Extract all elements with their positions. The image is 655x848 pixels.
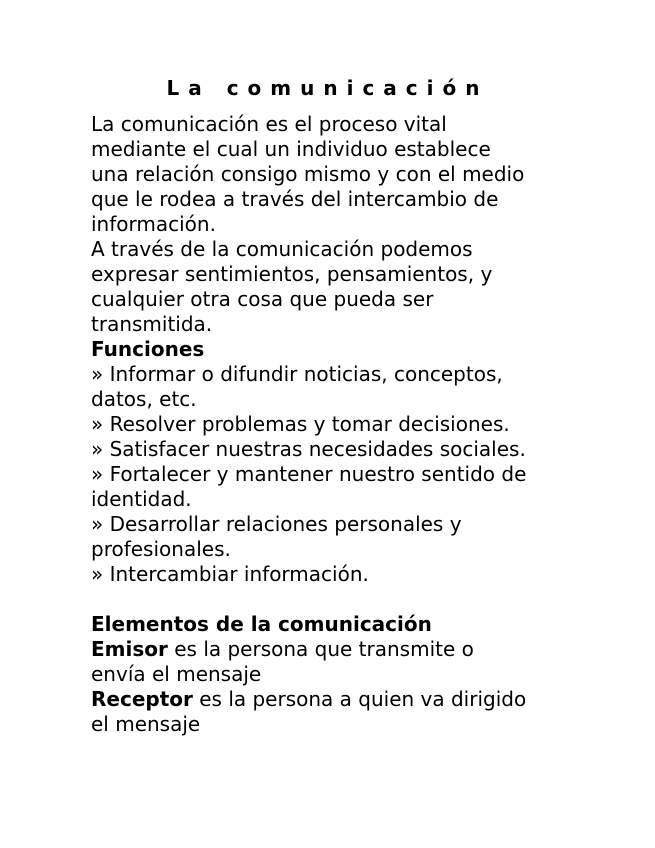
emisor-term: Emisor xyxy=(91,637,168,661)
emisor-definition xyxy=(91,637,571,662)
function-line: » Informar o difundir noticias, conceptos, xyxy=(91,362,503,386)
function-line: identidad. xyxy=(91,487,192,511)
document-title: La comunicación xyxy=(166,76,489,100)
intro-line: información. xyxy=(91,212,216,236)
intro-line: mediante el cual un individuo establece xyxy=(91,137,491,161)
document-body xyxy=(91,112,571,737)
function-line: » Intercambiar información. xyxy=(91,562,369,586)
function-line: profesionales. xyxy=(91,537,231,561)
function-line: » Satisfacer nuestras necesidades sociales. xyxy=(91,437,526,461)
emisor-def-continuation: envía el mensaje xyxy=(91,662,262,686)
function-line: datos, etc. xyxy=(91,387,197,411)
receptor-def-text: es la persona a quien va dirigido xyxy=(192,687,527,711)
intro-line: transmitida. xyxy=(91,312,213,336)
functions-heading: Funciones xyxy=(91,337,205,361)
receptor-definition xyxy=(91,687,571,712)
receptor-def-continuation: el mensaje xyxy=(91,712,201,736)
intro-line: A través de la comunicación podemos xyxy=(91,237,473,261)
intro-line: La comunicación es el proceso vital xyxy=(91,112,447,136)
intro-line: una relación consigo mismo y con el medio xyxy=(91,162,525,186)
function-line: » Fortalecer y mantener nuestro sentido de xyxy=(91,462,527,486)
emisor-def-text: es la persona que transmite o xyxy=(167,637,474,661)
function-line: » Resolver problemas y tomar decisiones. xyxy=(91,412,510,436)
blank-line xyxy=(91,587,571,612)
elements-heading: Elementos de la comunicación xyxy=(91,612,432,636)
receptor-term: Receptor xyxy=(91,687,193,711)
function-line: » Desarrollar relaciones personales y xyxy=(91,512,462,536)
intro-line: que le rodea a través del intercambio de xyxy=(91,187,499,211)
intro-line: cualquier otra cosa que pueda ser xyxy=(91,287,434,311)
intro-line: expresar sentimientos, pensamientos, y xyxy=(91,262,493,286)
